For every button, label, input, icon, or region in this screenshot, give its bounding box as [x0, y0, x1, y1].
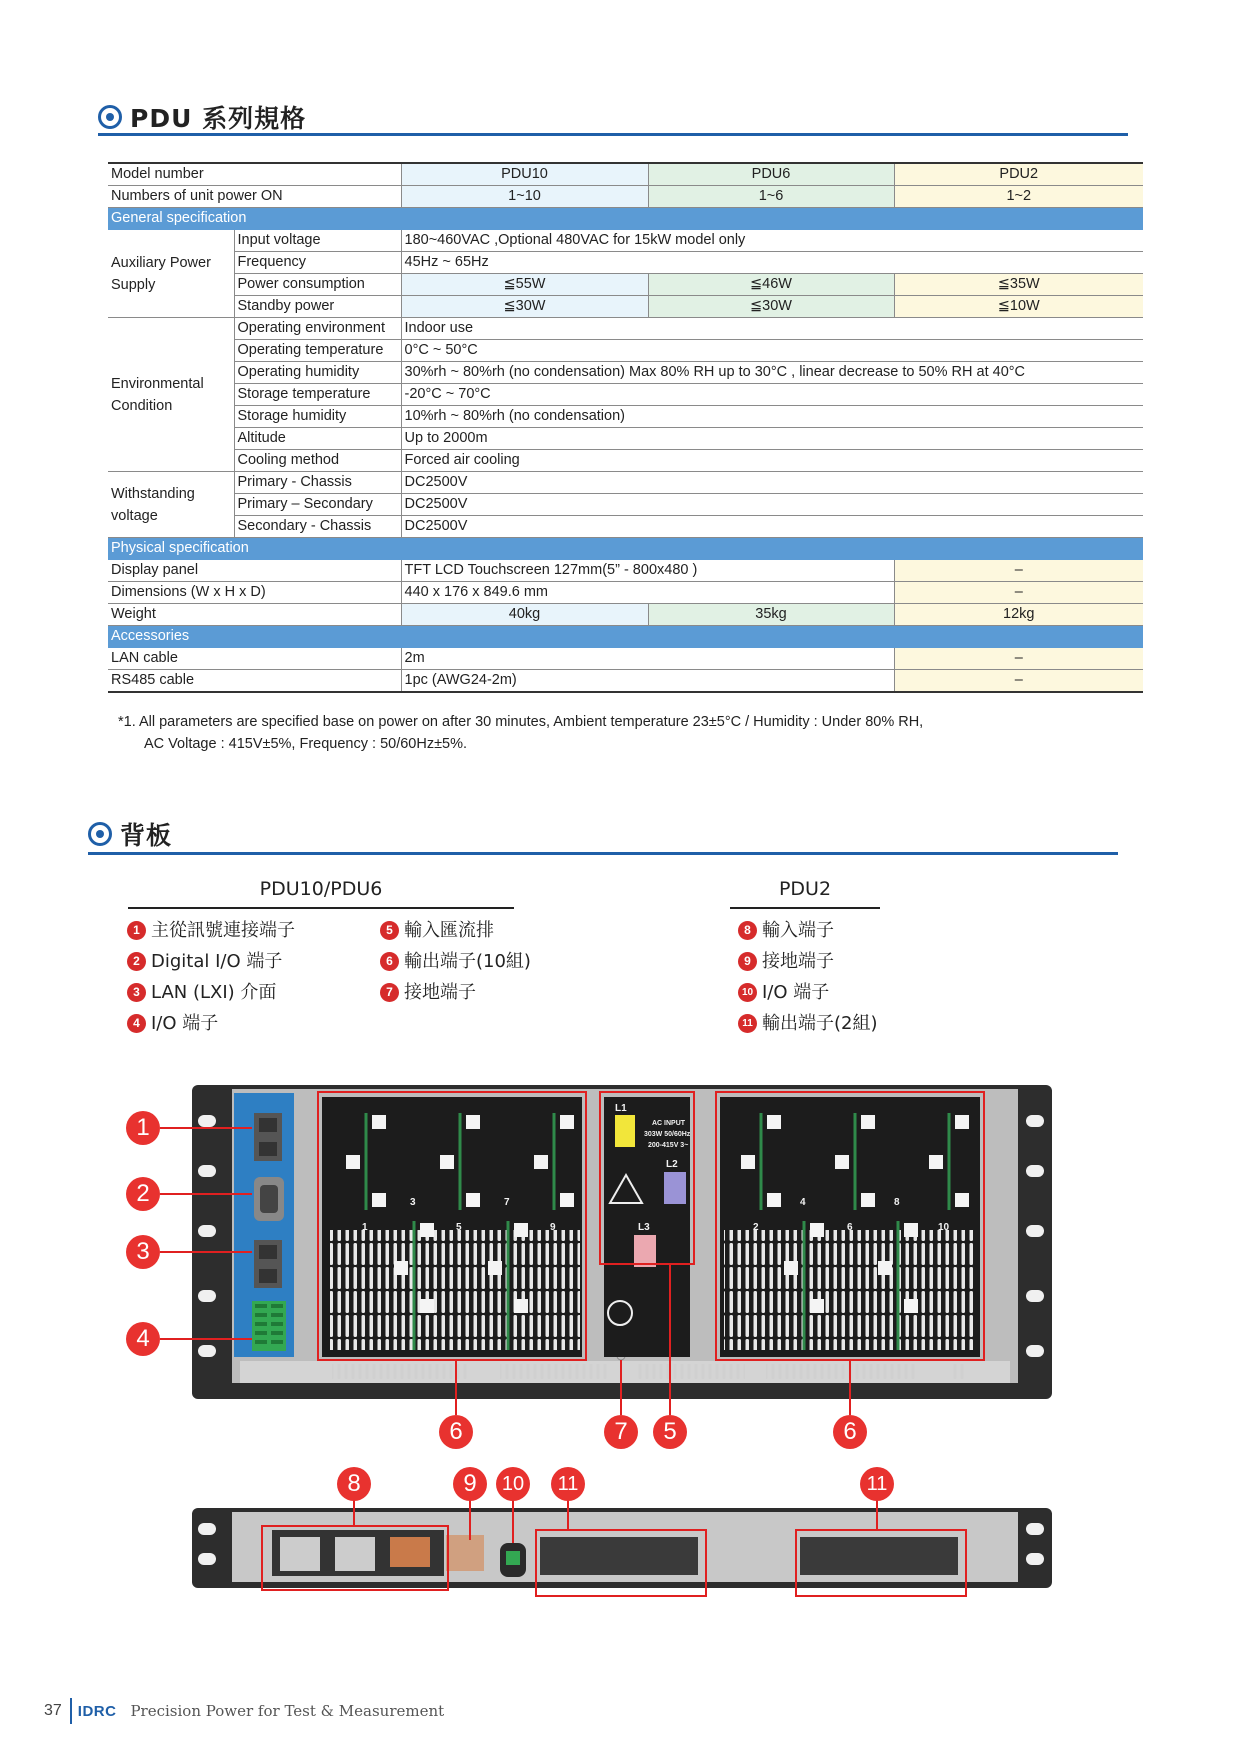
legend-item [127, 946, 295, 977]
legend-text: 輸入匯流排 [404, 920, 494, 941]
units-pdu10: 1~10 [401, 186, 648, 208]
accessories-header: Accessories [108, 626, 1143, 648]
terminal-label-9: 9 [550, 1222, 556, 1233]
input-voltage-label: Input voltage [234, 230, 401, 252]
st-humidity-label: Storage humidity [234, 406, 401, 428]
st-humidity-value: 10%rh ~ 80%rh (no condensation) [401, 406, 1143, 428]
general-spec-header: General specification [108, 208, 1143, 230]
terminal-label-4: 4 [800, 1197, 806, 1208]
primary-chassis-value: DC2500V [401, 472, 1143, 494]
terminal-label-10: 10 [938, 1222, 950, 1233]
spec-section-title: PDU 系列規格 [130, 104, 307, 133]
panel-label-ac-voltage: 200-415V 3~ [648, 1142, 689, 1149]
weight-pdu2: 12kg [894, 604, 1143, 626]
rs485-value: 1pc (AWG24-2m) [401, 670, 894, 693]
standby-power-pdu10: ≦30W [401, 296, 648, 318]
frequency-value: 45Hz ~ 65Hz [401, 252, 1143, 274]
legend-item [380, 915, 531, 946]
terminal-label-5: 5 [456, 1222, 462, 1233]
legend-item [738, 915, 878, 946]
callout-6-left: 6 [439, 1415, 473, 1449]
callout-5: 5 [653, 1415, 687, 1449]
callout-3: 3 [126, 1235, 160, 1269]
primary-secondary-label: Primary – Secondary [234, 494, 401, 516]
dimensions-value: 440 x 176 x 849.6 mm [401, 582, 894, 604]
callout-1: 1 [126, 1111, 160, 1145]
callout-11-right: 11 [860, 1467, 894, 1501]
pdu2-heading: PDU2 [778, 878, 832, 900]
spec-footnote [118, 711, 923, 755]
units-label: Numbers of unit power ON [108, 186, 401, 208]
legend-number-badge: 10 [738, 983, 757, 1002]
cooling-label: Cooling method [234, 450, 401, 472]
legend-left-a [127, 915, 295, 1039]
callout-4: 4 [126, 1322, 160, 1356]
aux-power-label: Auxiliary Power Supply [108, 230, 234, 318]
terminal-label-1: 1 [362, 1222, 368, 1233]
footnote-line-1: *1. All parameters are specified base on power on after 30 minutes, Ambient temperature 23±5°C / Humidity : Under 80% RH, [118, 714, 924, 730]
callout-6-right: 6 [833, 1415, 867, 1449]
legend-number-badge: 11 [738, 1014, 757, 1033]
display-label: Display panel [108, 560, 401, 582]
dimensions-label: Dimensions (W x H x D) [108, 582, 401, 604]
panel-label-l3: L3 [638, 1222, 650, 1233]
terminal-label-3: 3 [410, 1197, 416, 1208]
legend-item [738, 977, 878, 1008]
physical-spec-header: Physical specification [108, 538, 1143, 560]
page-footer [44, 1698, 444, 1724]
op-env-label: Operating environment [234, 318, 401, 340]
pdu10-pdu6-heading: PDU10/PDU6 [259, 878, 383, 900]
terminal-label-7: 7 [504, 1197, 510, 1208]
standby-power-pdu2: ≦10W [894, 296, 1143, 318]
legend-text: 輸入端子 [762, 920, 834, 941]
legend-number-badge: 1 [127, 921, 146, 940]
callout-9: 9 [453, 1467, 487, 1501]
spec-table [108, 162, 1143, 693]
cooling-value: Forced air cooling [401, 450, 1143, 472]
withstanding-label: Withstanding voltage [108, 472, 234, 538]
legend-text: 接地端子 [404, 982, 476, 1003]
panel-label-l1: L1 [615, 1103, 627, 1114]
legend-item [127, 977, 295, 1008]
legend-item [738, 1008, 878, 1039]
legend-number-badge: 8 [738, 921, 757, 940]
panel-label-l2: L2 [666, 1159, 678, 1170]
spec-section-header [98, 99, 306, 135]
st-temp-label: Storage temperature [234, 384, 401, 406]
legend-text: 輸出端子(2組) [762, 1013, 878, 1034]
legend-item [380, 946, 531, 977]
target-bullet-icon [88, 822, 112, 846]
op-humidity-label: Operating humidity [234, 362, 401, 384]
panel-label-ac-input: AC INPUT [652, 1120, 686, 1127]
dimensions-pdu2: – [894, 582, 1143, 604]
op-env-value: Indoor use [401, 318, 1143, 340]
legend-number-badge: 2 [127, 952, 146, 971]
power-consumption-pdu2: ≦35W [894, 274, 1143, 296]
pdu10-rear-chassis [192, 1085, 1052, 1399]
page-number: 37 [44, 1702, 62, 1719]
input-voltage-value: 180~460VAC ,Optional 480VAC for 15kW model only [401, 230, 1143, 252]
altitude-label: Altitude [234, 428, 401, 450]
weight-pdu10: 40kg [401, 604, 648, 626]
legend-number-badge: 4 [127, 1014, 146, 1033]
op-humidity-value: 30%rh ~ 80%rh (no condensation) Max 80% RH up to 30°C , linear decrease to 50% RH at 40°C [401, 362, 1143, 384]
rs485-label: RS485 cable [108, 670, 401, 693]
primary-secondary-value: DC2500V [401, 494, 1143, 516]
rear-panel-diagram [0, 1075, 1241, 1625]
terminal-label-2: 2 [753, 1222, 759, 1233]
st-temp-value: -20°C ~ 70°C [401, 384, 1143, 406]
legend-number-badge: 9 [738, 952, 757, 971]
power-consumption-pdu6: ≦46W [648, 274, 894, 296]
op-temp-value: 0°C ~ 50°C [401, 340, 1143, 362]
legend-item [380, 977, 531, 1008]
footer-slogan: Precision Power for Test & Measurement [130, 1702, 445, 1720]
units-pdu6: 1~6 [648, 186, 894, 208]
callout-7: 7 [604, 1415, 638, 1449]
legend-text: 接地端子 [762, 951, 834, 972]
pdu2-rear-chassis [192, 1508, 1052, 1596]
panel-label-ac-power: 303W 50/60Hz [644, 1131, 691, 1138]
rear-section-rule [88, 852, 1118, 855]
model-pdu6: PDU6 [648, 163, 894, 186]
legend-left-b [380, 915, 531, 1008]
frequency-label: Frequency [234, 252, 401, 274]
legend-text: LAN (LXI) 介面 [151, 982, 277, 1003]
rs485-pdu2: – [894, 670, 1143, 693]
power-consumption-label: Power consumption [234, 274, 401, 296]
spec-section-rule [98, 133, 1128, 136]
legend-right [738, 915, 878, 1039]
model-label: Model number [108, 163, 401, 186]
callout-2: 2 [126, 1177, 160, 1211]
display-value: TFT LCD Touchscreen 127mm(5” - 800x480 ) [401, 560, 894, 582]
legend-text: 輸出端子(10組) [404, 951, 531, 972]
weight-label: Weight [108, 604, 401, 626]
secondary-chassis-label: Secondary - Chassis [234, 516, 401, 538]
terminal-label-8: 8 [894, 1197, 900, 1208]
pdu10-heading-rule [128, 907, 514, 909]
legend-number-badge: 7 [380, 983, 399, 1002]
legend-number-badge: 3 [127, 983, 146, 1002]
legend-text: I/O 端子 [151, 1013, 219, 1034]
rear-section-header [88, 816, 172, 852]
lan-value: 2m [401, 648, 894, 670]
legend-item [127, 1008, 295, 1039]
units-pdu2: 1~2 [894, 186, 1143, 208]
target-bullet-icon [98, 105, 122, 129]
legend-number-badge: 5 [380, 921, 399, 940]
callout-11-left: 11 [551, 1467, 585, 1501]
display-pdu2: – [894, 560, 1143, 582]
lan-label: LAN cable [108, 648, 401, 670]
power-consumption-pdu10: ≦55W [401, 274, 648, 296]
model-pdu10: PDU10 [401, 163, 648, 186]
standby-power-label: Standby power [234, 296, 401, 318]
callout-10: 10 [496, 1467, 530, 1501]
op-temp-label: Operating temperature [234, 340, 401, 362]
legend-text: I/O 端子 [762, 982, 830, 1003]
environmental-label: Environmental Condition [108, 318, 234, 472]
pdu2-heading-rule [730, 907, 880, 909]
weight-pdu6: 35kg [648, 604, 894, 626]
footer-divider [70, 1698, 72, 1724]
lan-pdu2: – [894, 648, 1143, 670]
standby-power-pdu6: ≦30W [648, 296, 894, 318]
legend-number-badge: 6 [380, 952, 399, 971]
legend-item [738, 946, 878, 977]
primary-chassis-label: Primary - Chassis [234, 472, 401, 494]
legend-item [127, 915, 295, 946]
idrc-logo: IDRC [77, 1702, 117, 1720]
secondary-chassis-value: DC2500V [401, 516, 1143, 538]
legend-text: 主從訊號連接端子 [151, 920, 295, 941]
rear-section-title: 背板 [120, 821, 173, 850]
callout-8: 8 [337, 1467, 371, 1501]
legend-text: Digital I/O 端子 [151, 951, 283, 972]
model-pdu2: PDU2 [894, 163, 1143, 186]
altitude-value: Up to 2000m [401, 428, 1143, 450]
footnote-line-2: AC Voltage : 415V±5%, Frequency : 50/60Hz±5%. [144, 736, 468, 752]
terminal-label-6: 6 [847, 1222, 853, 1233]
